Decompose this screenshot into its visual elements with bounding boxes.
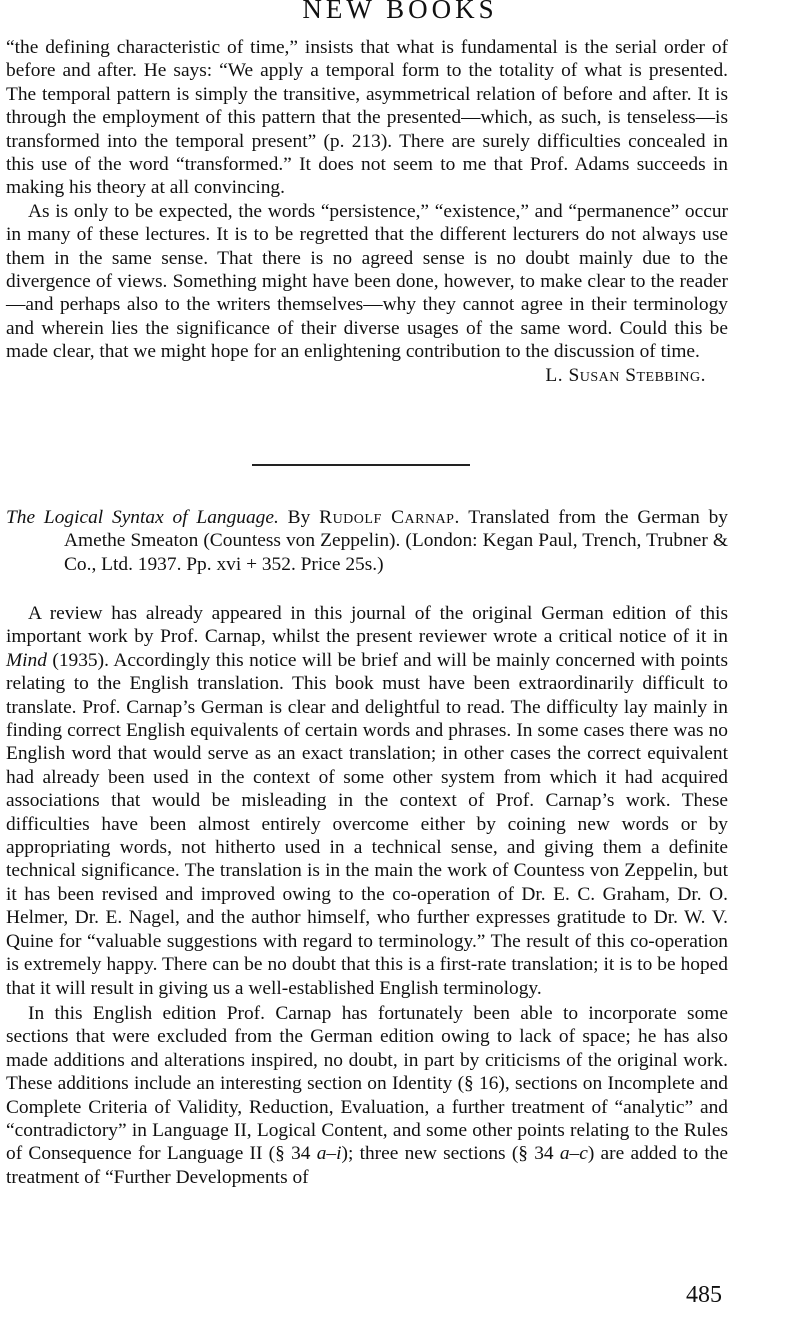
section-reference: a–i [316, 1143, 342, 1165]
by-label: By [287, 507, 311, 528]
body-paragraph [6, 602, 728, 1000]
body-paragraph: “the defining characteristic of time,” insists that what is fundamental is the serial order of before and after. He says: “We apply a temporal form to the totality of what is presented. The temporal pattern is simply the transitive, asymmetrical relation of before and after. It is through the employment of this pattern that the presented—which, as such, is tenseless—is transformed into the temporal present” (p. 213). There are surely difficulties concealed in this use of the word “transformed.” It does not seem to me that Prof. Adams succeeds in making his theory at all convincing. [6, 37, 728, 199]
paragraph-text: ); three new sections (§ 34 [341, 1143, 554, 1165]
book-citation-heading [6, 506, 728, 576]
paragraph-text: ) are added to the treatment of “Further Developments of [6, 1143, 729, 1188]
paragraph-text: (1935). Accordingly this notice will be brief and will be mainly concerned with points relating to the English translation. This book must have been extraordinarily difficult to translate. Prof. Carnap’s German is clear and delightful to read. The difficulty lay mainly in finding correct English equivalents of certain words and phrases. In some cases there was no English word that would serve as an exact translation; in other cases the correct equivalent had already been used in the context of some other system from which it had acquired associations that would be misleading in the context of Prof. Carnap’s work. These difficulties have been almost entirely overcome either by coining new words or by appropriating words, not hitherto used in a technical sense, and giving them a definite technical significance. The translation is in the main the work of Countess von Zeppelin, but it has been revised and improved owing to the co-operation of Dr. E. C. Graham, Dr. O. Helmer, Dr. E. Nagel, and the author himself, who further expresses gratitude to Dr. W. V. Quine for “valuable suggestions with regard to terminology.” The result of this co-operation is extremely happy. There can be no doubt that this is a first-rate translation; it is to be hoped that it will result in giving us a well-established English terminology. [6, 649, 728, 999]
section-reference: a–c [559, 1143, 588, 1165]
book-author: Rudolf Carnap. [319, 507, 460, 528]
running-head: NEW BOOKS [302, 0, 498, 24]
review-body [6, 602, 728, 1189]
paragraph-text: A review has already appeared in this journal of the original German edition of this important work by Prof. Carnap, whilst the present reviewer wrote a critical notice of it in [6, 603, 728, 648]
reviewer-signature: L. Susan Stebbing. [545, 364, 706, 386]
book-title: The Logical Syntax of Language. [6, 507, 279, 528]
body-paragraph: As is only to be expected, the words “persistence,” “existence,” and “permanence” occur in many of these lectures. It is to be regretted that the different lecturers do not always use them in the same sense. That there is no agreed sense is no doubt mainly due to the divergence of views. Something might have been done, however, to make clear to the reader—and perhaps also to the writers themselves—why they cannot agree in their terminology and wherein lies the significance of their diverse usages of the same word. Could this be made clear, that we might hope for an enlightening contribution to the discussion of time. [6, 200, 728, 363]
journal-name: Mind [6, 649, 47, 671]
section-divider [252, 464, 470, 466]
page-number: 485 [686, 1282, 722, 1308]
paragraph-text: In this English edition Prof. Carnap has fortunately been able to incorporate some sections that were excluded from the German edition owing to lack of space; he has also made additions and alterations inspired, no doubt, in part by criticisms of the original work. These additions include an interesting section on Identity (§ 16), sections on Incomplete and Complete Criteria of Validity, Reduction, Evaluation, a further treatment of “analytic” and “contradictory” in Language II, Logical Content, and some other points relating to the Rules of Consequence for Language II (§ 34 [6, 1002, 728, 1165]
publication-details: Translated from the German by Amethe Smeaton (Countess von Zeppelin). (London: Kegan Paul, Trench, Trubner & Co., Ltd. 1937. Pp. xvi + 352. Price 25s.) [64, 507, 728, 575]
previous-review-ending [6, 36, 728, 387]
body-paragraph [6, 1002, 728, 1189]
